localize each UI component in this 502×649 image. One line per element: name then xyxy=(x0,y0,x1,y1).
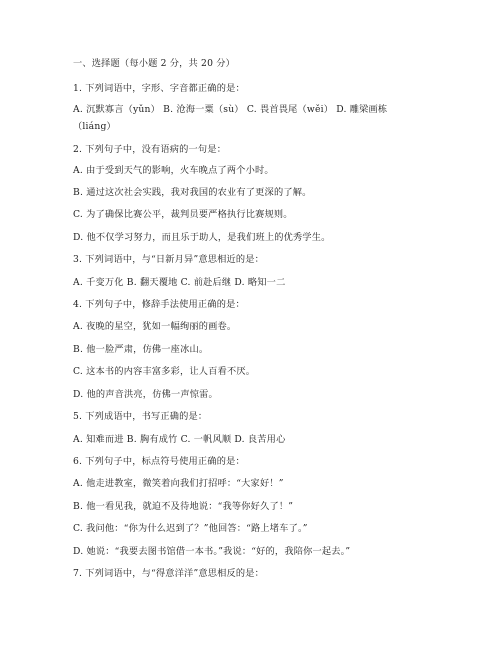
question-1-options-continued: （liáng） xyxy=(73,121,116,132)
question-3-stem: 3. 下列词语中，与“日新月异”意思相近的是： xyxy=(73,254,265,265)
question-2-option-a: A. 由于受到天气的影响，火车晚点了两个小时。 xyxy=(73,165,274,176)
question-6-stem: 6. 下列句子中，标点符号使用正确的是： xyxy=(73,456,245,467)
question-1-options: A. 沉默寡言（yǔn） B. 沧海一粟（sù） C. 畏首畏尾（wěi） D. 雕梁画栋 xyxy=(73,104,388,115)
question-1-stem: 1. 下列词语中，字形、字音都正确的是： xyxy=(73,83,245,94)
question-2-option-c: C. 为了确保比赛公平，裁判员要严格执行比赛规则。 xyxy=(73,209,293,220)
question-6-option-c: C. 我问他：“你为什么迟到了？”他回答：“路上堵车了。” xyxy=(73,523,308,534)
question-7-stem: 7. 下列词语中，与“得意洋洋”意思相反的是： xyxy=(73,568,265,579)
question-4-option-c: C. 这本书的内容丰富多彩，让人百看不厌。 xyxy=(73,366,256,377)
question-6-option-a: A. 他走进教室，微笑着向我们打招呼：“大家好！” xyxy=(73,478,284,489)
question-2-option-d: D. 他不仅学习努力，而且乐于助人，是我们班上的优秀学生。 xyxy=(73,232,331,243)
question-6-option-d: D. 她说：“我要去图书馆借一本书。”我说：“好的，我陪你一起去。” xyxy=(73,546,351,557)
question-4-stem: 4. 下列句子中，修辞手法使用正确的是： xyxy=(73,299,245,310)
question-3-options: A. 千变万化 B. 翻天覆地 C. 前赴后继 D. 略知一二 xyxy=(73,277,286,288)
section-title: 一、选择题（每小题 2 分，共 20 分） xyxy=(73,58,236,69)
question-5-stem: 5. 下列成语中，书写正确的是： xyxy=(73,411,208,422)
question-4-option-b: B. 他一脸严肃，仿佛一座冰山。 xyxy=(73,344,209,355)
question-4-option-a: A. 夜晚的星空，犹如一幅绚丽的画卷。 xyxy=(73,321,237,332)
question-5-options: A. 知难而进 B. 胸有成竹 C. 一帆风顺 D. 良苦用心 xyxy=(73,434,286,445)
question-6-option-b: B. 他一看见我，就迫不及待地说：“我等你好久了！” xyxy=(73,501,294,512)
question-2-option-b: B. 通过这次社会实践，我对我国的农业有了更深的了解。 xyxy=(73,187,312,198)
question-2-stem: 2. 下列句子中，没有语病的一句是： xyxy=(73,144,227,155)
question-4-option-d: D. 他的声音洪亮，仿佛一声惊雷。 xyxy=(73,389,218,400)
